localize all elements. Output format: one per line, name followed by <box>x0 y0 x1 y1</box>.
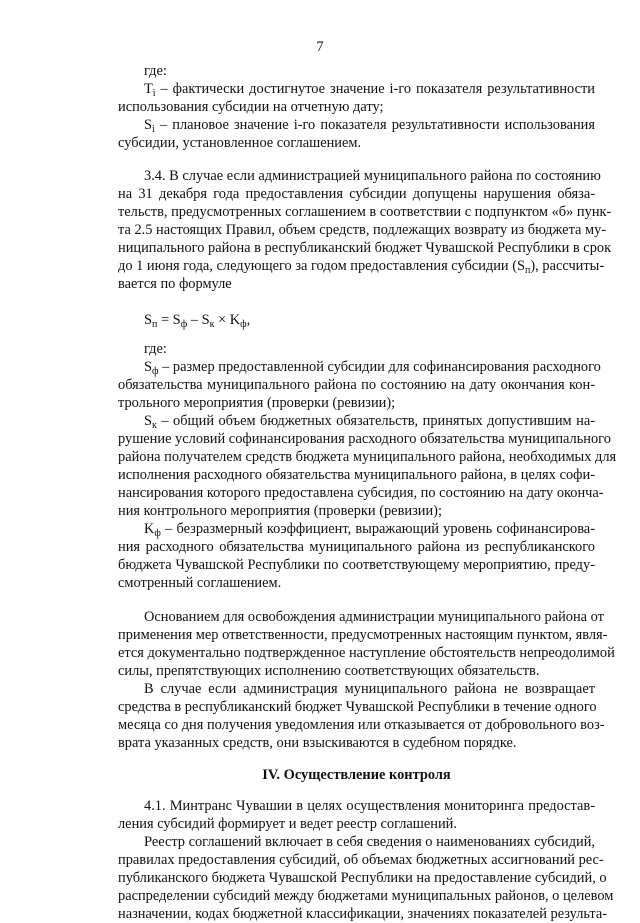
sf-symbol: S <box>144 359 153 375</box>
sk-subscript: к <box>152 420 157 431</box>
text-line: вается по формуле <box>118 276 232 292</box>
sf-text: – размер предоставленной субсидии для софинансирования расходного <box>158 359 601 375</box>
text-line: смотренный соглашением. <box>118 575 282 591</box>
text-line: Основанием для освобождения администрации муниципального района от <box>144 609 604 625</box>
si-symbol: S <box>144 117 153 133</box>
section-heading: IV. Осуществление контроля <box>262 767 451 783</box>
kf-symbol: K <box>144 521 155 537</box>
page-number: 7 <box>316 39 324 55</box>
text-line: та 2.5 настоящих Правил, объем средств, подлежащих возврату из бюджета му- <box>118 222 607 238</box>
text-line: рушение условий софинансирования расходного обязательства муниципального <box>118 431 611 447</box>
text-line: применения мер ответственности, предусмотренных настоящим пунктом, явля- <box>118 627 608 643</box>
text-fragment: до 1 июня года, следующего за годом предоставления субсидии (S <box>118 258 526 274</box>
text-line: назначении, кодах бюджетной классификации, значениях показателей результа- <box>118 906 608 922</box>
text-line: врата указанных средств, они взыскиваются в судебном порядке. <box>118 735 517 751</box>
formula-subscript: ф <box>240 319 247 330</box>
text-line: Реестр соглашений включает в себя сведения о наименованиях субсидий, <box>144 834 596 850</box>
text-line: субсидии, установленное соглашением. <box>118 135 362 151</box>
sp-subscript: п <box>525 265 531 276</box>
si-definition-line <box>144 116 595 134</box>
where-label: где: <box>144 341 167 357</box>
text-line: средства в республиканский бюджет Чувашской Республики в течение одного <box>118 699 597 715</box>
formula-term: , <box>246 312 251 328</box>
sk-text: – общий объем бюджетных обязательств, принятых допустившим на- <box>156 413 595 429</box>
formula-subscript: п <box>152 319 158 330</box>
text-line: бюджета Чувашской Республики по соответствующему мероприятию, преду- <box>118 557 595 573</box>
si-text: – плановое значение i-го показателя результативности использования <box>154 117 595 133</box>
kf-definition-line <box>144 520 595 538</box>
text-line: исполнения расходного обязательства муниципального района, в целях софи- <box>118 467 595 483</box>
text-line: 4.1. Минтранс Чувашии в целях осуществления мониторинга предостав- <box>144 798 595 814</box>
text-line: трольного мероприятия (проверки (ревизии); <box>118 395 396 411</box>
formula <box>144 311 250 329</box>
kf-subscript: ф <box>154 528 161 539</box>
ti-subscript: i <box>152 88 156 99</box>
text-line: на 31 декабря года предоставления субсидии допущены нарушения обяза- <box>118 186 595 202</box>
text-line: публиканского бюджета Чувашской Республики на предоставление субсидий, о <box>118 870 607 886</box>
text-line: распределении субсидий между бюджетами муниципальных районов, о целевом <box>118 888 614 904</box>
text-line: месяца со дня получения уведомления или отказывается от добровольного воз- <box>118 717 605 733</box>
text-line: ления субсидий формирует и ведет реестр соглашений. <box>118 816 457 832</box>
text-line: ниципального района в республиканский бюджет Чувашской Республики в срок <box>118 240 612 256</box>
text-line: силы, препятствующих исполнению соответствующих обязательств. <box>118 663 540 679</box>
sf-definition-line <box>144 358 601 377</box>
sf-subscript: ф <box>152 366 159 377</box>
formula-subscript: к <box>209 319 215 330</box>
text-fragment: ), рассчиты- <box>530 258 605 274</box>
formula-term: = S <box>157 312 181 328</box>
formula-term: S <box>144 312 153 328</box>
text-line: ния расходного обязательства муниципального района из республиканского <box>118 539 595 555</box>
text-line: ется документально подтвержденное наступление обстоятельств непреодолимой <box>118 645 615 661</box>
text-line: правилах предоставления субсидий, об объемах бюджетных ассигнований рес- <box>118 852 604 868</box>
text-line <box>118 257 605 276</box>
kf-text: – безразмерный коэффициент, выражающий уровень софинансирова- <box>160 521 595 537</box>
text-line: В случае если администрация муниципального района не возвращает <box>144 681 595 697</box>
formula-term: × K <box>214 312 241 328</box>
text-line: использования субсидии на отчетную дату; <box>118 99 384 115</box>
text-line: тельств, предусмотренных соглашением в соответствии с подпунктом «б» пунк- <box>118 204 612 220</box>
sk-definition-line <box>144 412 595 430</box>
sk-symbol: S <box>144 413 153 429</box>
where-label: где: <box>144 63 167 79</box>
text-line: ния контрольного мероприятия (проверки (ревизии); <box>118 503 442 519</box>
formula-term: – S <box>187 312 210 328</box>
text-line: нансирования которого предоставлена субсидия, по состоянию на дату оконча- <box>118 485 604 501</box>
ti-text: – фактически достигнутое значение i-го показателя результативности <box>155 81 595 97</box>
formula-subscript: ф <box>180 319 188 330</box>
text-line: района получателем средств бюджета муниципального района, необходимых для <box>118 449 617 465</box>
si-subscript: i <box>152 124 155 135</box>
ti-definition-line <box>144 80 595 98</box>
text-line: 3.4. В случае если администрацией муниципального района по состоянию <box>144 168 601 184</box>
text-line: обязательства муниципального района по состоянию на дату окончания кон- <box>118 377 595 393</box>
ti-symbol: T <box>144 81 153 97</box>
